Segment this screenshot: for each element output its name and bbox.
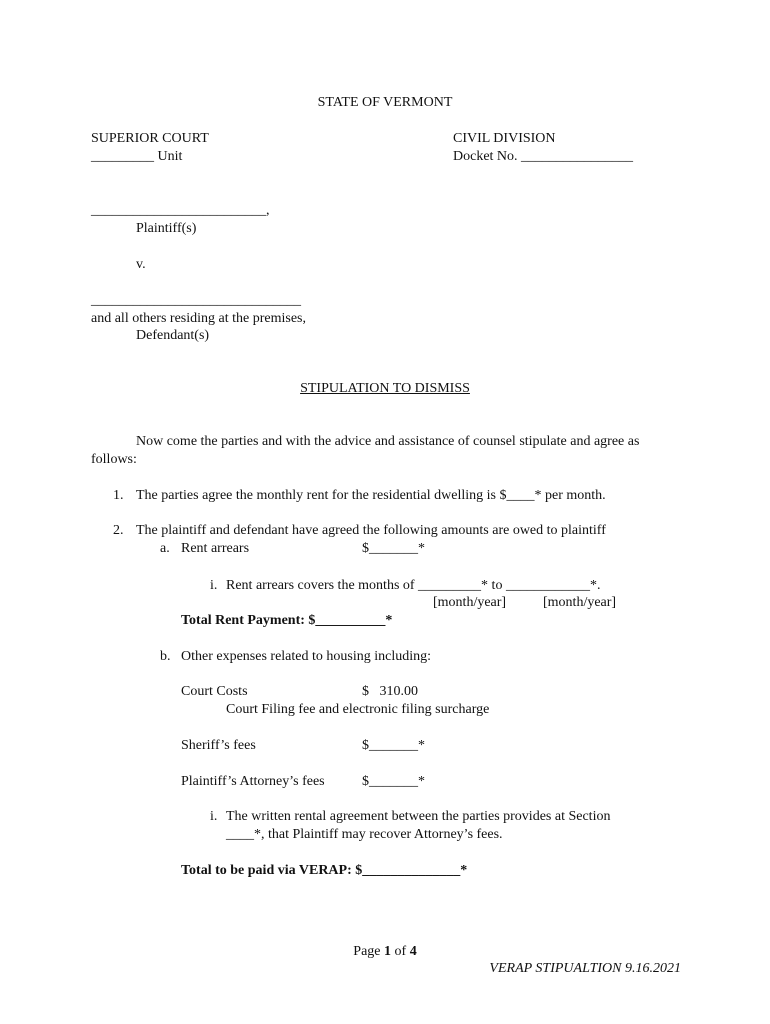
- division-name: CIVIL DIVISION: [453, 131, 556, 146]
- plaintiff-label: Plaintiff(s): [136, 221, 197, 236]
- attorney-fees-amount: $_______*: [362, 774, 425, 789]
- item-bi-line-2: ____*, that Plaintiff may recover Attorney’s fees.: [226, 827, 503, 842]
- rent-arrears-amount: $_______*: [362, 541, 425, 556]
- page-number: [0, 943, 770, 960]
- docket-field: Docket No. ________________: [453, 149, 634, 164]
- document-id-footer: VERAP STIPUALTION 9.16.2021: [489, 961, 681, 976]
- document-title: STIPULATION TO DISMISS: [300, 381, 470, 396]
- intro-line-1: Now come the parties and with the advice and assistance of counsel stipulate and agree as: [136, 434, 640, 449]
- court-costs-amount: $ 310.00: [362, 684, 418, 699]
- item-1-number: 1.: [113, 488, 124, 503]
- item-ai-number: i.: [210, 578, 218, 593]
- court-name: SUPERIOR COURT: [91, 131, 209, 146]
- item-2-text: The plaintiff and defendant have agreed the following amounts are owed to plaintiff: [136, 523, 606, 538]
- item-ai-text: Rent arrears covers the months of _________* to ____________*.: [226, 578, 601, 593]
- sheriff-fees-amount: $_______*: [362, 738, 425, 753]
- attorney-fees-label: Plaintiff’s Attorney’s fees: [181, 774, 325, 789]
- month-year-hint-2: [month/year]: [543, 595, 617, 610]
- item-a-label: a.: [160, 541, 170, 556]
- page-total: 4: [409, 944, 417, 959]
- item-bi-number: i.: [210, 809, 218, 824]
- state-heading: STATE OF VERMONT: [317, 95, 453, 110]
- residents-text: and all others residing at the premises,: [91, 311, 306, 326]
- month-year-hint-1: [month/year]: [433, 595, 507, 610]
- plaintiff-name-line: _________________________,: [91, 203, 270, 218]
- intro-line-2: follows:: [91, 452, 137, 467]
- page-current: 1: [384, 944, 392, 959]
- item-1-text: The parties agree the monthly rent for the residential dwelling is $____* per month.: [136, 488, 606, 503]
- item-bi-line-1: The written rental agreement between the parties provides at Section: [226, 809, 611, 824]
- total-verap-payment: Total to be paid via VERAP: $______________*: [181, 863, 468, 878]
- sheriff-fees-label: Sheriff’s fees: [181, 738, 256, 753]
- versus-label: v.: [136, 257, 146, 272]
- unit-field: _________ Unit: [91, 149, 183, 164]
- court-costs-note: Court Filing fee and electronic filing surcharge: [226, 702, 490, 717]
- item-b-label: b.: [160, 649, 171, 664]
- total-rent-payment: Total Rent Payment: $__________*: [181, 613, 393, 628]
- item-a-text: Rent arrears: [181, 541, 250, 556]
- defendant-name-line: ______________________________: [91, 293, 301, 308]
- page-of: of: [391, 944, 410, 959]
- defendant-label: Defendant(s): [136, 328, 210, 343]
- item-2-number: 2.: [113, 523, 124, 538]
- page-prefix: Page: [353, 944, 385, 959]
- court-costs-label: Court Costs: [181, 684, 248, 699]
- item-b-text: Other expenses related to housing including:: [181, 649, 431, 664]
